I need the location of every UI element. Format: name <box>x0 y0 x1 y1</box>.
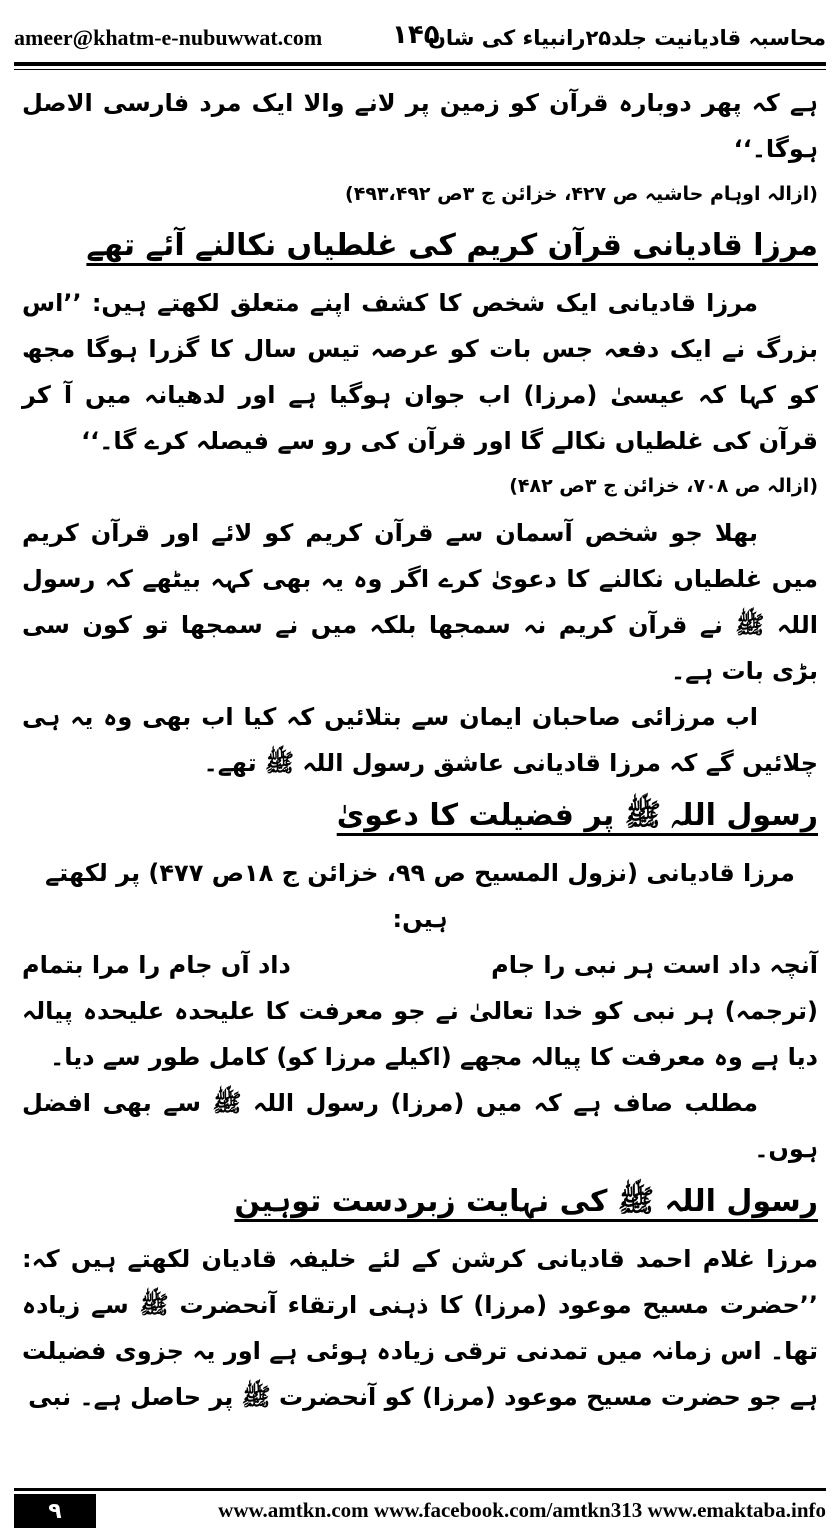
page-header <box>14 18 826 58</box>
header-rule-thick <box>14 62 826 66</box>
heading-1: مرزا قادیانی قرآن کریم کی غلطیاں نکالنے آئے تھے <box>86 228 818 263</box>
header-email: ameer@khatm-e-nubuwwat.com <box>14 25 323 50</box>
heading-3: رسول اللہ ﷺ کی نہایت زبردست توہین <box>234 1184 818 1219</box>
paragraph-3: بھلا جو شخص آسمان سے قرآن کریم کو لائے اور قرآن کریم میں غلطیاں نکالنے کا دعویٰ کرے اگر وہ یہ بھی کہہ بیٹھے کہ رسول اللہ ﷺ نے قرآن کریم نہ سمجھا بلکہ میں نے سمجھا تو کون سی بڑی بات ہے۔ <box>22 519 818 685</box>
footer-rule <box>14 1488 826 1491</box>
citation-2: (ازالہ ص ۷۰۸، خزائن ج ۳ص ۴۸۲) <box>509 475 818 497</box>
paragraph-7: مطلب صاف ہے کہ میں (مرزا) رسول اللہ ﷺ سے بھی افضل ہوں۔ <box>22 1089 818 1163</box>
verse-first-half: آنچہ داد است ہر نبی را جام <box>491 951 818 979</box>
paragraph-5: مرزا قادیانی (نزول المسیح ص ۹۹، خزائن ج ۱۸ص ۴۷۷) پر لکھتے ہیں: <box>45 859 795 933</box>
paragraph-4: اب مرزائی صاحبان ایمان سے بتلائیں کہ کیا اب بھی وہ یہ ہی چلائیں گے کہ مرزا قادیانی عاشق رسول اللہ ﷺ تھے۔ <box>22 703 818 777</box>
footer-page-badge: ۹ <box>14 1494 96 1528</box>
paragraph-8: مرزا غلام احمد قادیانی کرشن کے لئے خلیفہ قادیان لکھتے ہیں کہ: ’’حضرت مسیح موعود (مرزا) کا ذہنی ارتقاء آنحضرت ﷺ سے زیادہ تھا۔ اس زمانہ میں تمدنی ترقی زیادہ ہوئی ہے اور یہ جزوی فضیلت ہے جو حضرت مسیح موعود (مرزا) کو آنحضرت ﷺ پر حاصل ہے۔ نبی <box>22 1245 818 1411</box>
citation-1: (ازالہ اوہام حاشیہ ص ۴۲۷، خزائن ج ۳ص ۴۹۳،۴۹۲) <box>345 183 818 205</box>
page-body <box>22 80 818 1420</box>
paragraph-6: (ترجمہ) ہر نبی کو خدا تعالیٰ نے جو معرفت کا علیحدہ علیحدہ پیالہ دیا ہے وہ معرفت کا پیالہ مجھے (اکیلے مرزا کو) کامل طور سے دیا۔ <box>22 997 818 1071</box>
paragraph-2: مرزا قادیانی ایک شخص کا کشف اپنے متعلق لکھتے ہیں: ’’اس بزرگ نے ایک دفعہ جس بات کو عرصہ تیس سال کا گزرا ہوگا مجھ کو کہا کہ عیسیٰ (مرزا) اب جوان ہوگیا ہے اور لدھیانہ میں آ کر قرآن کی غلطیاں نکالے گا اور قرآن کی رو سے فیصلہ کرے گا۔‘‘ <box>22 289 818 455</box>
persian-verse <box>22 942 818 988</box>
heading-2: رسول اللہ ﷺ پر فضیلت کا دعویٰ <box>336 798 818 833</box>
page-footer <box>14 1488 826 1528</box>
header-rule-thin <box>14 69 826 70</box>
paragraph-1: ہے کہ پھر دوبارہ قرآن کو زمین پر لانے والا ایک مرد فارسی الاصل ہوگا۔‘‘ <box>22 89 818 163</box>
header-book-title: محاسبہ قادیانیت جلد۲۵رانبیاء کی شان <box>427 26 826 50</box>
footer-links: www.amtkn.com www.facebook.com/amtkn313 www.emaktaba.info <box>218 1498 826 1522</box>
verse-second-half: داد آں جام را مرا بتمام <box>22 951 291 979</box>
header-page-number: ۱۴۵ <box>392 20 440 50</box>
